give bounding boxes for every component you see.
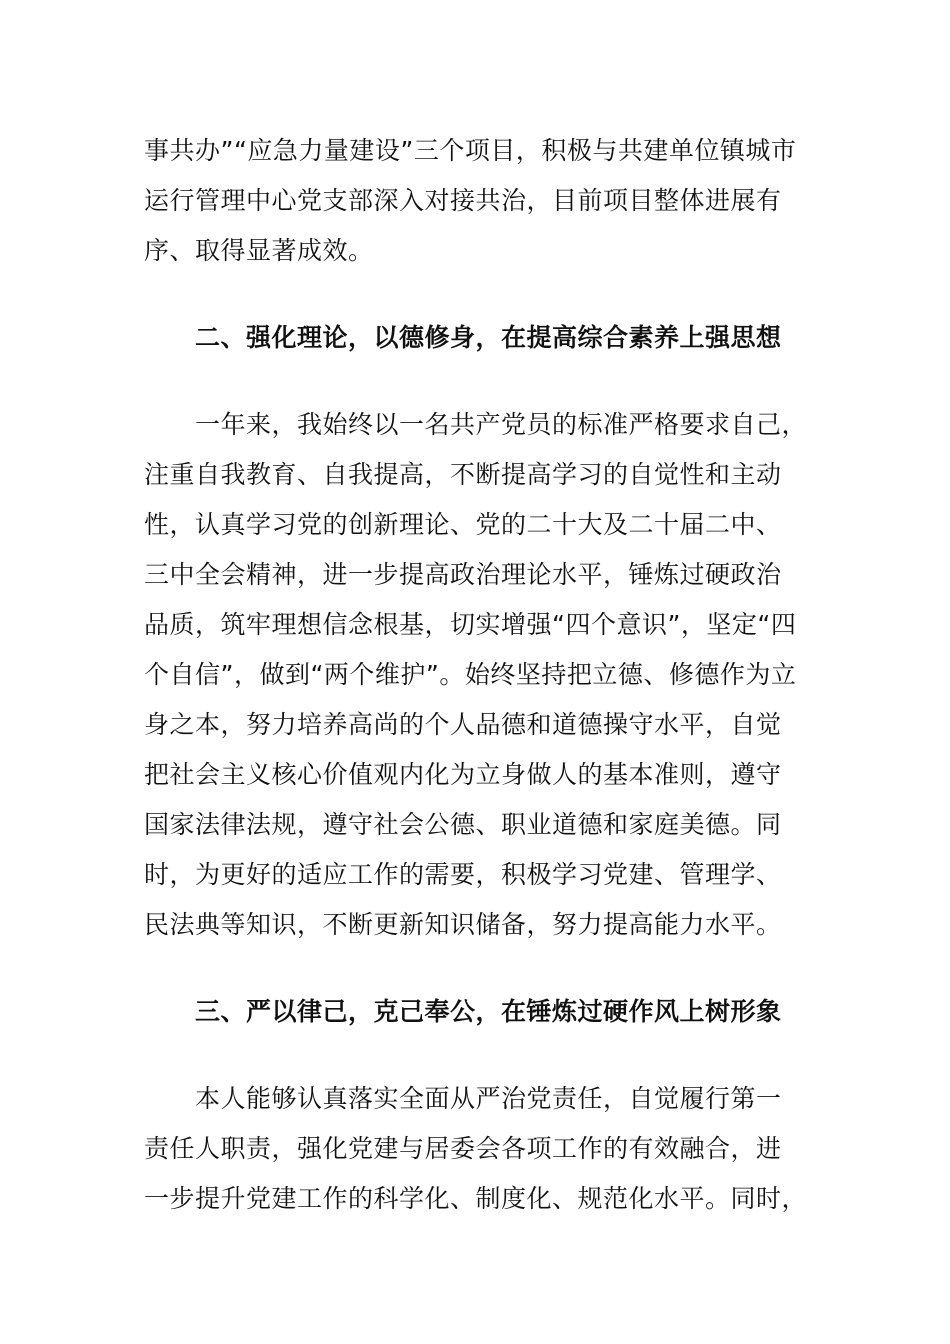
section-heading-2: 二、强化理论，以德修身，在提高综合素养上强思想 bbox=[195, 323, 782, 352]
paragraph-continued bbox=[144, 126, 810, 276]
text-line: 序、取得显著成效。 bbox=[144, 236, 374, 265]
text-line: 品质，筑牢理想信念根基，切实增强“四个意识”，坚定“四 bbox=[144, 610, 797, 639]
paragraph-gap bbox=[144, 276, 810, 313]
paragraph-gap bbox=[144, 950, 810, 987]
text-line: 民法典等知识，不断更新知识储备，努力提高能力水平。 bbox=[144, 910, 782, 939]
text-line: 身之本，努力培养高尚的个人品德和道德操守水平，自觉 bbox=[144, 710, 782, 739]
text-line: 一年来，我始终以一名共产党员的标准严格要求自己， bbox=[195, 410, 808, 439]
text-line: 注重自我教育、自我提高，不断提高学习的自觉性和主动 bbox=[144, 460, 782, 489]
text-line: 本人能够认真落实全面从严治党责任，自觉履行第一 bbox=[195, 1084, 782, 1113]
paragraph-gap bbox=[144, 363, 810, 400]
text-line: 事共办”“应急力量建设”三个项目，积极与共建单位镇城市 bbox=[144, 136, 797, 165]
paragraph-theory bbox=[144, 400, 810, 950]
text-line: 一步提升党建工作的科学化、制度化、规范化水平。同时， bbox=[144, 1184, 808, 1213]
text-line: 时，为更好的适应工作的需要，积极学习党建、管理学、 bbox=[144, 860, 782, 889]
text-line: 三中全会精神，进一步提高政治理论水平，锤炼过硬政治 bbox=[144, 560, 782, 589]
text-line: 个自信”，做到“两个维护”。始终坚持把立德、修德作为立 bbox=[144, 660, 797, 689]
paragraph-discipline bbox=[144, 1074, 810, 1224]
paragraph-gap bbox=[144, 1037, 810, 1074]
text-line: 责任人职责，强化党建与居委会各项工作的有效融合，进 bbox=[144, 1134, 782, 1163]
text-line: 把社会主义核心价值观内化为立身做人的基本准则，遵守 bbox=[144, 760, 782, 789]
text-line: 运行管理中心党支部深入对接共治，目前项目整体进展有 bbox=[144, 186, 782, 215]
document-body bbox=[144, 126, 810, 1224]
text-line: 性，认真学习党的创新理论、党的二十大及二十届二中、 bbox=[144, 510, 782, 539]
section-heading-3: 三、严以律己，克己奉公，在锤炼过硬作风上树形象 bbox=[195, 997, 782, 1026]
text-line: 国家法律法规，遵守社会公德、职业道德和家庭美德。同 bbox=[144, 810, 782, 839]
